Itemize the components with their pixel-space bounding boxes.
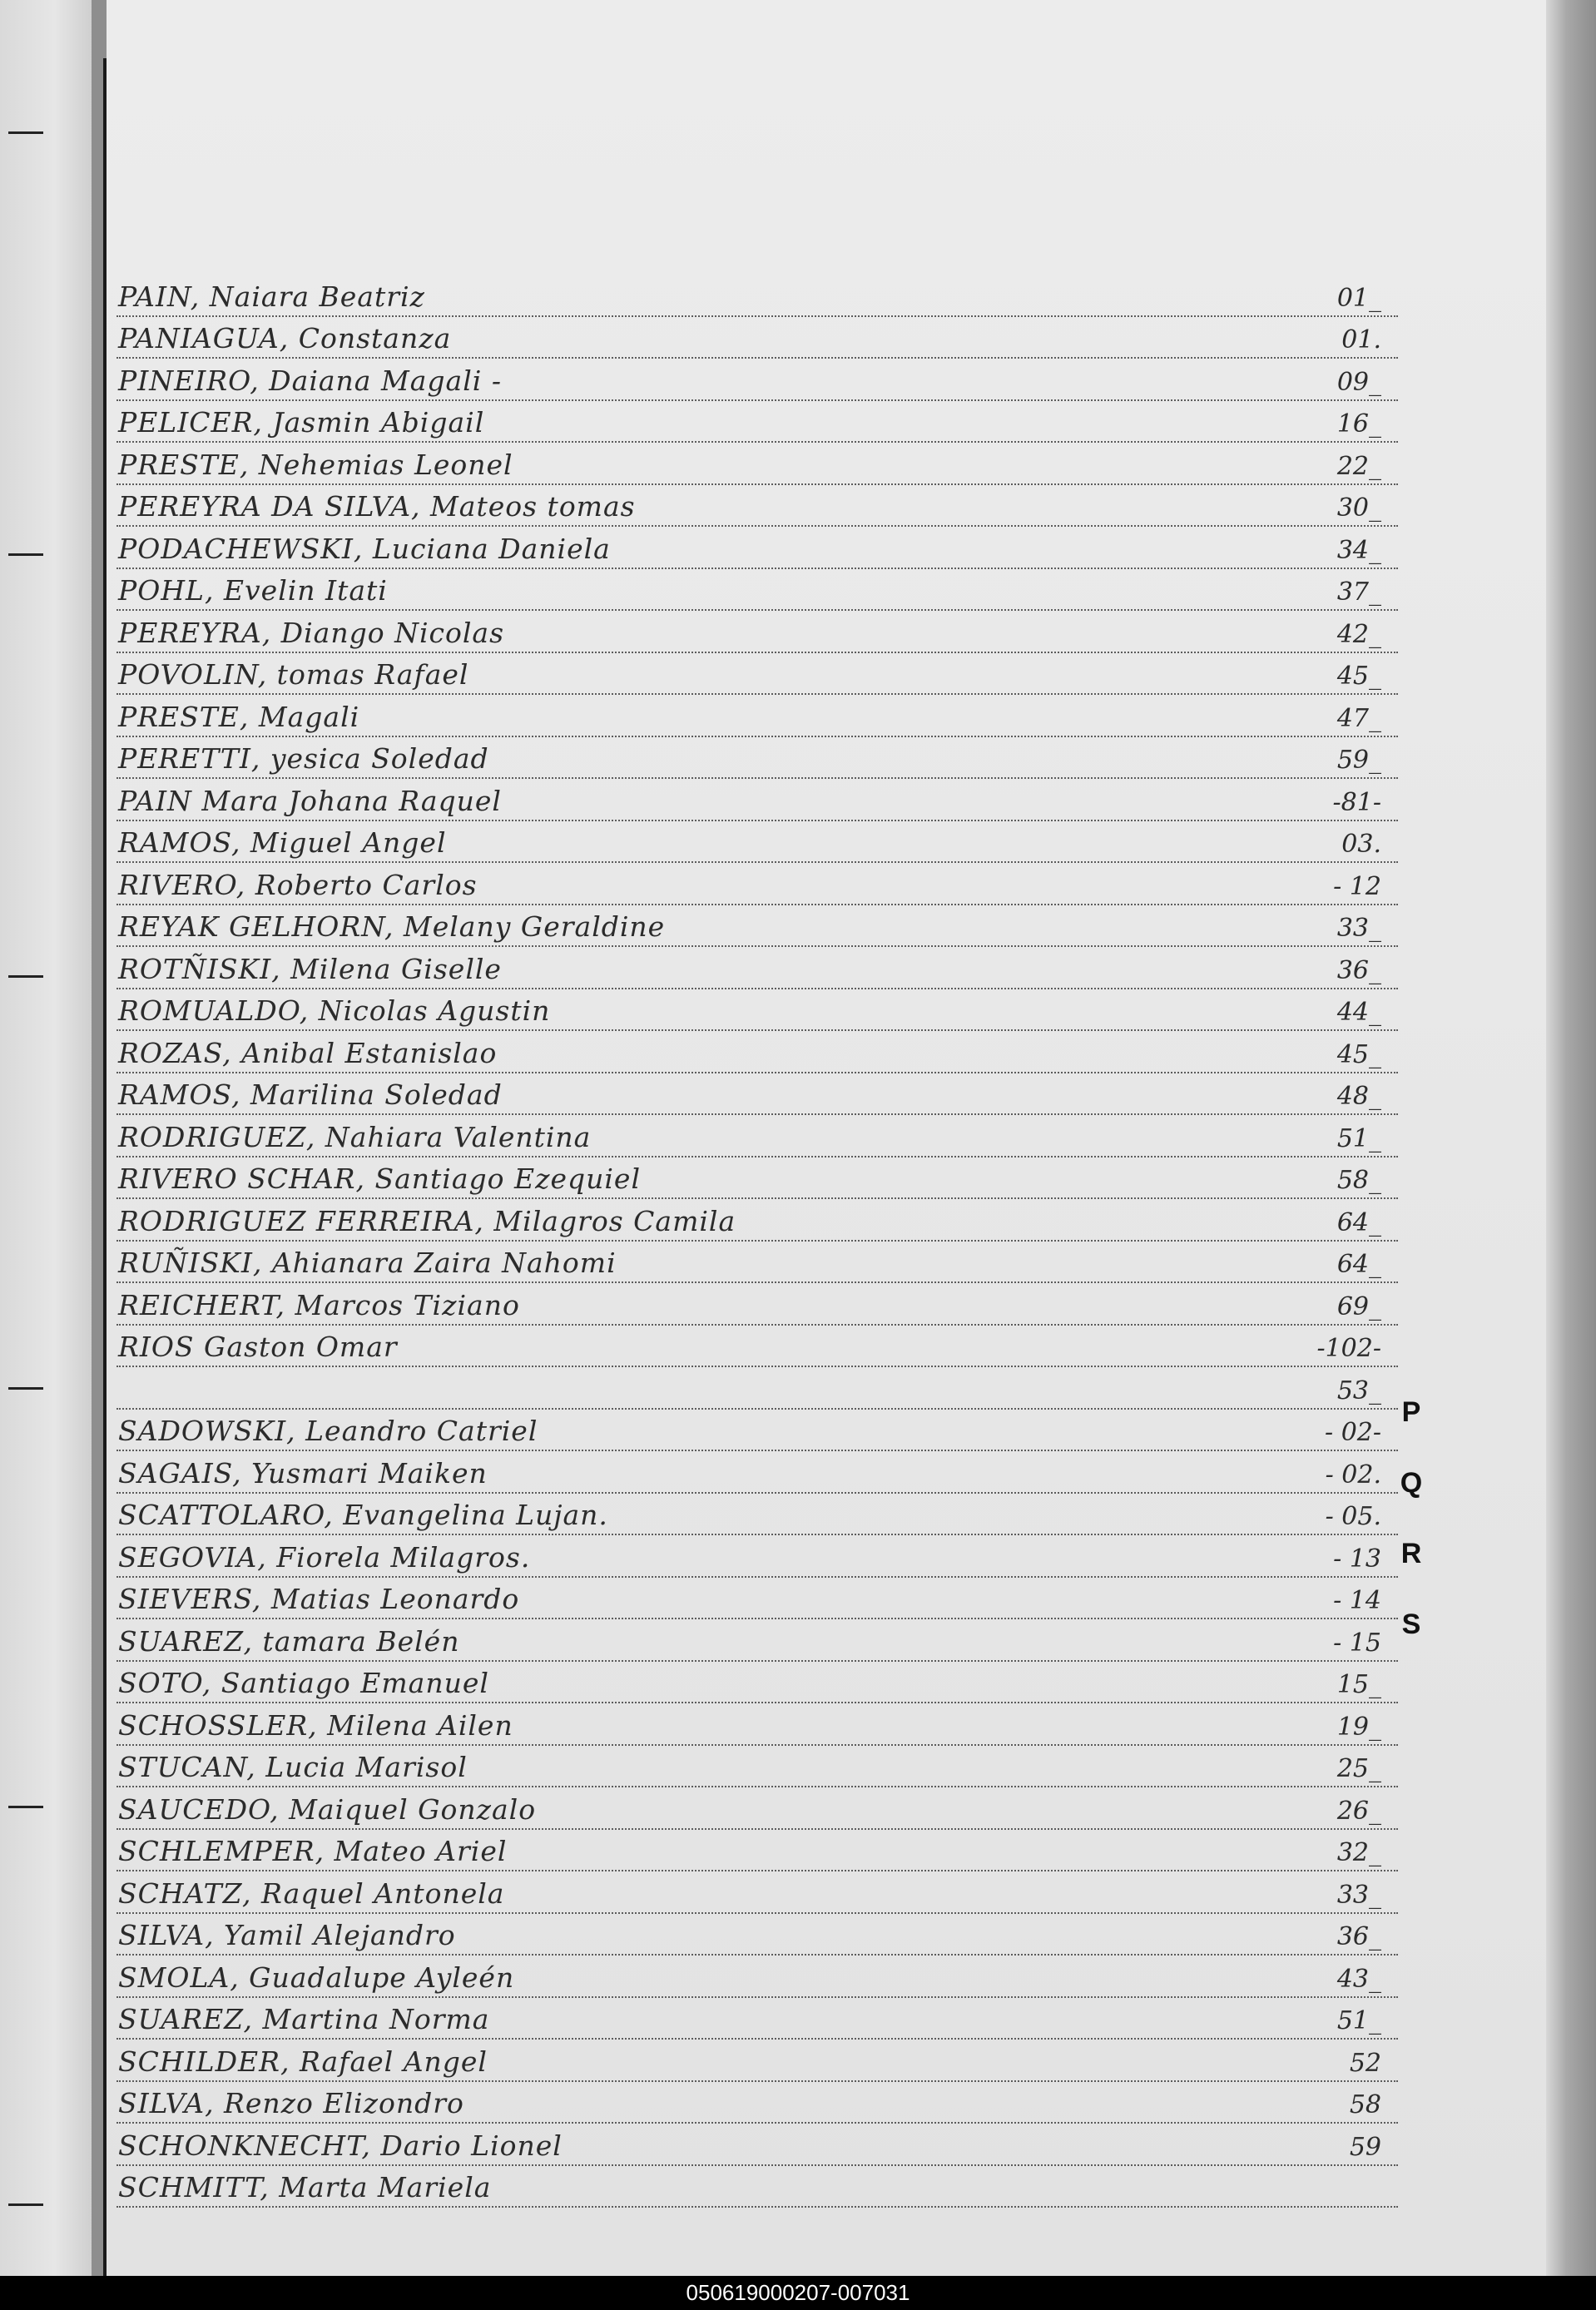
register-row [116,737,1398,780]
entry-number: 45_ [1336,662,1381,691]
student-name: RAMOS, Marilina Soledad [118,1078,503,1111]
register-row [116,695,1398,737]
entry-number: 58 [1349,2090,1381,2119]
entry-number: 19_ [1336,1712,1381,1742]
register-row [116,2124,1398,2166]
student-name: ROMUALDO, Nicolas Agustin [118,994,551,1027]
document-id: 050619000207-007031 [686,2280,910,2305]
register-row [116,821,1398,864]
entry-number: - 02- [1325,1418,1381,1447]
entry-number: -81- [1332,787,1381,817]
student-name: SCHLEMPER, Mateo Ariel [118,1835,508,1867]
binding-hole [8,553,43,556]
entry-number: 16_ [1336,409,1381,439]
register-row [116,401,1398,444]
entry-number: 01_ [1336,283,1381,313]
entry-number: 36_ [1336,955,1381,985]
binding-hole [8,1387,43,1390]
entry-number: 64_ [1336,1250,1381,1279]
register-row [116,1998,1398,2040]
register-row [116,275,1398,317]
entry-number: 53_ [1336,1376,1381,1405]
student-name: PANIAGUA, Constanza [118,322,452,354]
entry-number: - 02. [1325,1460,1381,1490]
student-name: POHL, Evelin Itati [118,574,388,607]
register-row [116,1703,1398,1746]
student-name: SUAREZ, Martina Norma [118,2003,490,2035]
entry-number: 48_ [1336,1082,1381,1111]
entry-number: 37_ [1336,578,1381,607]
student-name: SILVA, Renzo Elizondro [118,2087,464,2119]
student-name: PINEIRO, Daiana Magali - [118,364,502,397]
entry-number: 52 [1349,2048,1381,2078]
margin-rule [103,58,107,2276]
register-row [116,1115,1398,1157]
register-row [116,1410,1398,1452]
entry-number: 69_ [1336,1291,1381,1321]
student-name: SCHMITT, Marta Mariela [118,2171,492,2203]
register-row [116,1494,1398,1536]
student-name: SADOWSKI, Leandro Catriel [118,1415,538,1447]
register-row [116,1956,1398,1998]
binding-hole [8,975,43,978]
register-row [116,1830,1398,1872]
entry-number: 25_ [1336,1754,1381,1783]
student-name: SMOLA, Guadalupe Ayleén [118,1961,515,1994]
register-row [116,779,1398,821]
student-name: STUCAN, Lucia Marisol [118,1751,468,1783]
student-name: REYAK GELHORN, Melany Geraldine [118,910,666,943]
entry-number: 32_ [1336,1838,1381,1867]
register-row [116,863,1398,905]
binding-hole [8,131,43,134]
entry-number: 51_ [1336,1123,1381,1153]
student-name: SCHONKNECHT, Dario Lionel [118,2129,563,2162]
register-row [116,1031,1398,1073]
entry-number: 15_ [1336,1670,1381,1699]
student-name: SILVA, Yamil Alejandro [118,1919,456,1951]
student-name: SAUCEDO, Maiquel Gonzalo [118,1792,537,1826]
student-name: RODRIGUEZ, Nahiara Valentina [118,1120,592,1153]
entry-number: 03. [1341,830,1381,859]
register-row [116,1367,1398,1410]
student-name: RIVERO SCHAR, Santiago Ezequiel [118,1162,642,1195]
entry-number: 42_ [1336,619,1381,649]
student-name: SCHOSSLER, Milena Ailen [118,1708,513,1742]
entry-number: - 15 [1333,1628,1381,1658]
left-page-binding [0,0,92,2276]
register-row [116,2082,1398,2124]
entry-number: 33_ [1336,914,1381,943]
entry-number: 33_ [1336,1880,1381,1910]
student-name: SCHATZ, Raquel Antonela [118,1876,505,1910]
register-row [116,1073,1398,1116]
student-name: SAGAIS, Yusmari Maiken [118,1456,488,1490]
register-row [116,359,1398,401]
index-letter-s: S [1401,1609,1421,1640]
register-row [116,1242,1398,1284]
entry-number: 22_ [1336,451,1381,481]
entry-number: 34_ [1336,535,1381,565]
index-letter-p: P [1401,1396,1421,1428]
student-name: RIOS Gaston Omar [118,1331,398,1363]
student-name: PRESTE, Nehemias Leonel [118,448,513,481]
student-name: PEREYRA, Diango Nicolas [118,616,505,649]
register-row [116,1157,1398,1200]
register-row [116,1787,1398,1830]
student-name: PAIN, Naiara Beatriz [118,280,425,313]
register-row [116,1619,1398,1662]
entry-number: - 12 [1333,871,1381,901]
register-row [116,527,1398,569]
register-row [116,2040,1398,2082]
register-row [116,2166,1398,2208]
name-register [116,275,1398,2208]
register-row [116,989,1398,1032]
student-name: SCHILDER, Rafael Angel [118,2045,488,2078]
page-stack-edge [1546,0,1596,2276]
register-row [116,653,1398,696]
student-name: SOTO, Santiago Emanuel [118,1667,489,1699]
register-row [116,317,1398,359]
register-row [116,1199,1398,1242]
student-name: RUÑISKI, Ahianara Zaira Nahomi [118,1247,617,1279]
entry-number: 51_ [1336,2006,1381,2035]
student-name: RODRIGUEZ FERREIRA, Milagros Camila [118,1204,736,1237]
register-row [116,1914,1398,1956]
register-row [116,485,1398,528]
entry-number: - 13 [1333,1544,1381,1574]
register-row [116,1871,1398,1914]
student-name: PRESTE, Magali [118,700,360,733]
binding-hole [8,1806,43,1808]
register-row [116,1578,1398,1620]
entry-number: 44_ [1336,998,1381,1027]
student-name: SEGOVIA, Fiorela Milagros. [118,1540,531,1574]
register-row [116,1451,1398,1494]
entry-number: 58_ [1336,1166,1381,1195]
entry-number: 59_ [1336,746,1381,775]
student-name: ROTÑISKI, Milena Giselle [118,952,502,985]
register-row [116,947,1398,989]
entry-number: 09_ [1336,367,1381,397]
entry-number: 43_ [1336,1964,1381,1994]
register-row [116,611,1398,653]
student-name: SUAREZ, tamara Belén [118,1624,460,1658]
entry-number: 59 [1349,2132,1381,2162]
register-row [116,1535,1398,1578]
entry-number: -102- [1316,1334,1381,1363]
entry-number: 01. [1341,325,1381,354]
entry-number: 30_ [1336,493,1381,523]
student-name: REICHERT, Marcos Tiziano [118,1288,520,1321]
index-letter-q: Q [1400,1467,1423,1499]
entry-number: - 14 [1333,1586,1381,1615]
register-row [116,1326,1398,1368]
entry-number: - 05. [1325,1502,1381,1531]
register-row [116,1662,1398,1704]
scan-footer [0,2276,1596,2310]
student-name: RIVERO, Roberto Carlos [118,868,478,901]
student-name: RAMOS, Miguel Angel [118,826,447,859]
register-row [116,1746,1398,1788]
student-name: SCATTOLARO, Evangelina Lujan. [118,1499,608,1531]
student-name: POVOLIN, tomas Rafael [118,658,469,691]
binding-hole [8,2203,43,2206]
register-row [116,1283,1398,1326]
student-name: PODACHEWSKI, Luciana Daniela [118,532,611,565]
student-name: PELICER, Jasmin Abigail [118,406,485,439]
student-name: PAIN Mara Johana Raquel [118,784,502,817]
index-letter-tabs [1395,1398,1428,1681]
student-name: PERETTI, yesica Soledad [118,742,489,775]
register-row [116,905,1398,948]
student-name: ROZAS, Anibal Estanislao [118,1036,498,1069]
entry-number: 64_ [1336,1207,1381,1237]
entry-number: 36_ [1336,1922,1381,1951]
register-row [116,443,1398,485]
entry-number: 26_ [1336,1796,1381,1826]
index-letter-r: R [1400,1538,1422,1569]
entry-number: 45_ [1336,1039,1381,1069]
student-name: SIEVERS, Matias Leonardo [118,1583,520,1615]
register-row [116,569,1398,612]
entry-number: 47_ [1336,703,1381,733]
student-name: PEREYRA DA SILVA, Mateos tomas [118,490,636,523]
